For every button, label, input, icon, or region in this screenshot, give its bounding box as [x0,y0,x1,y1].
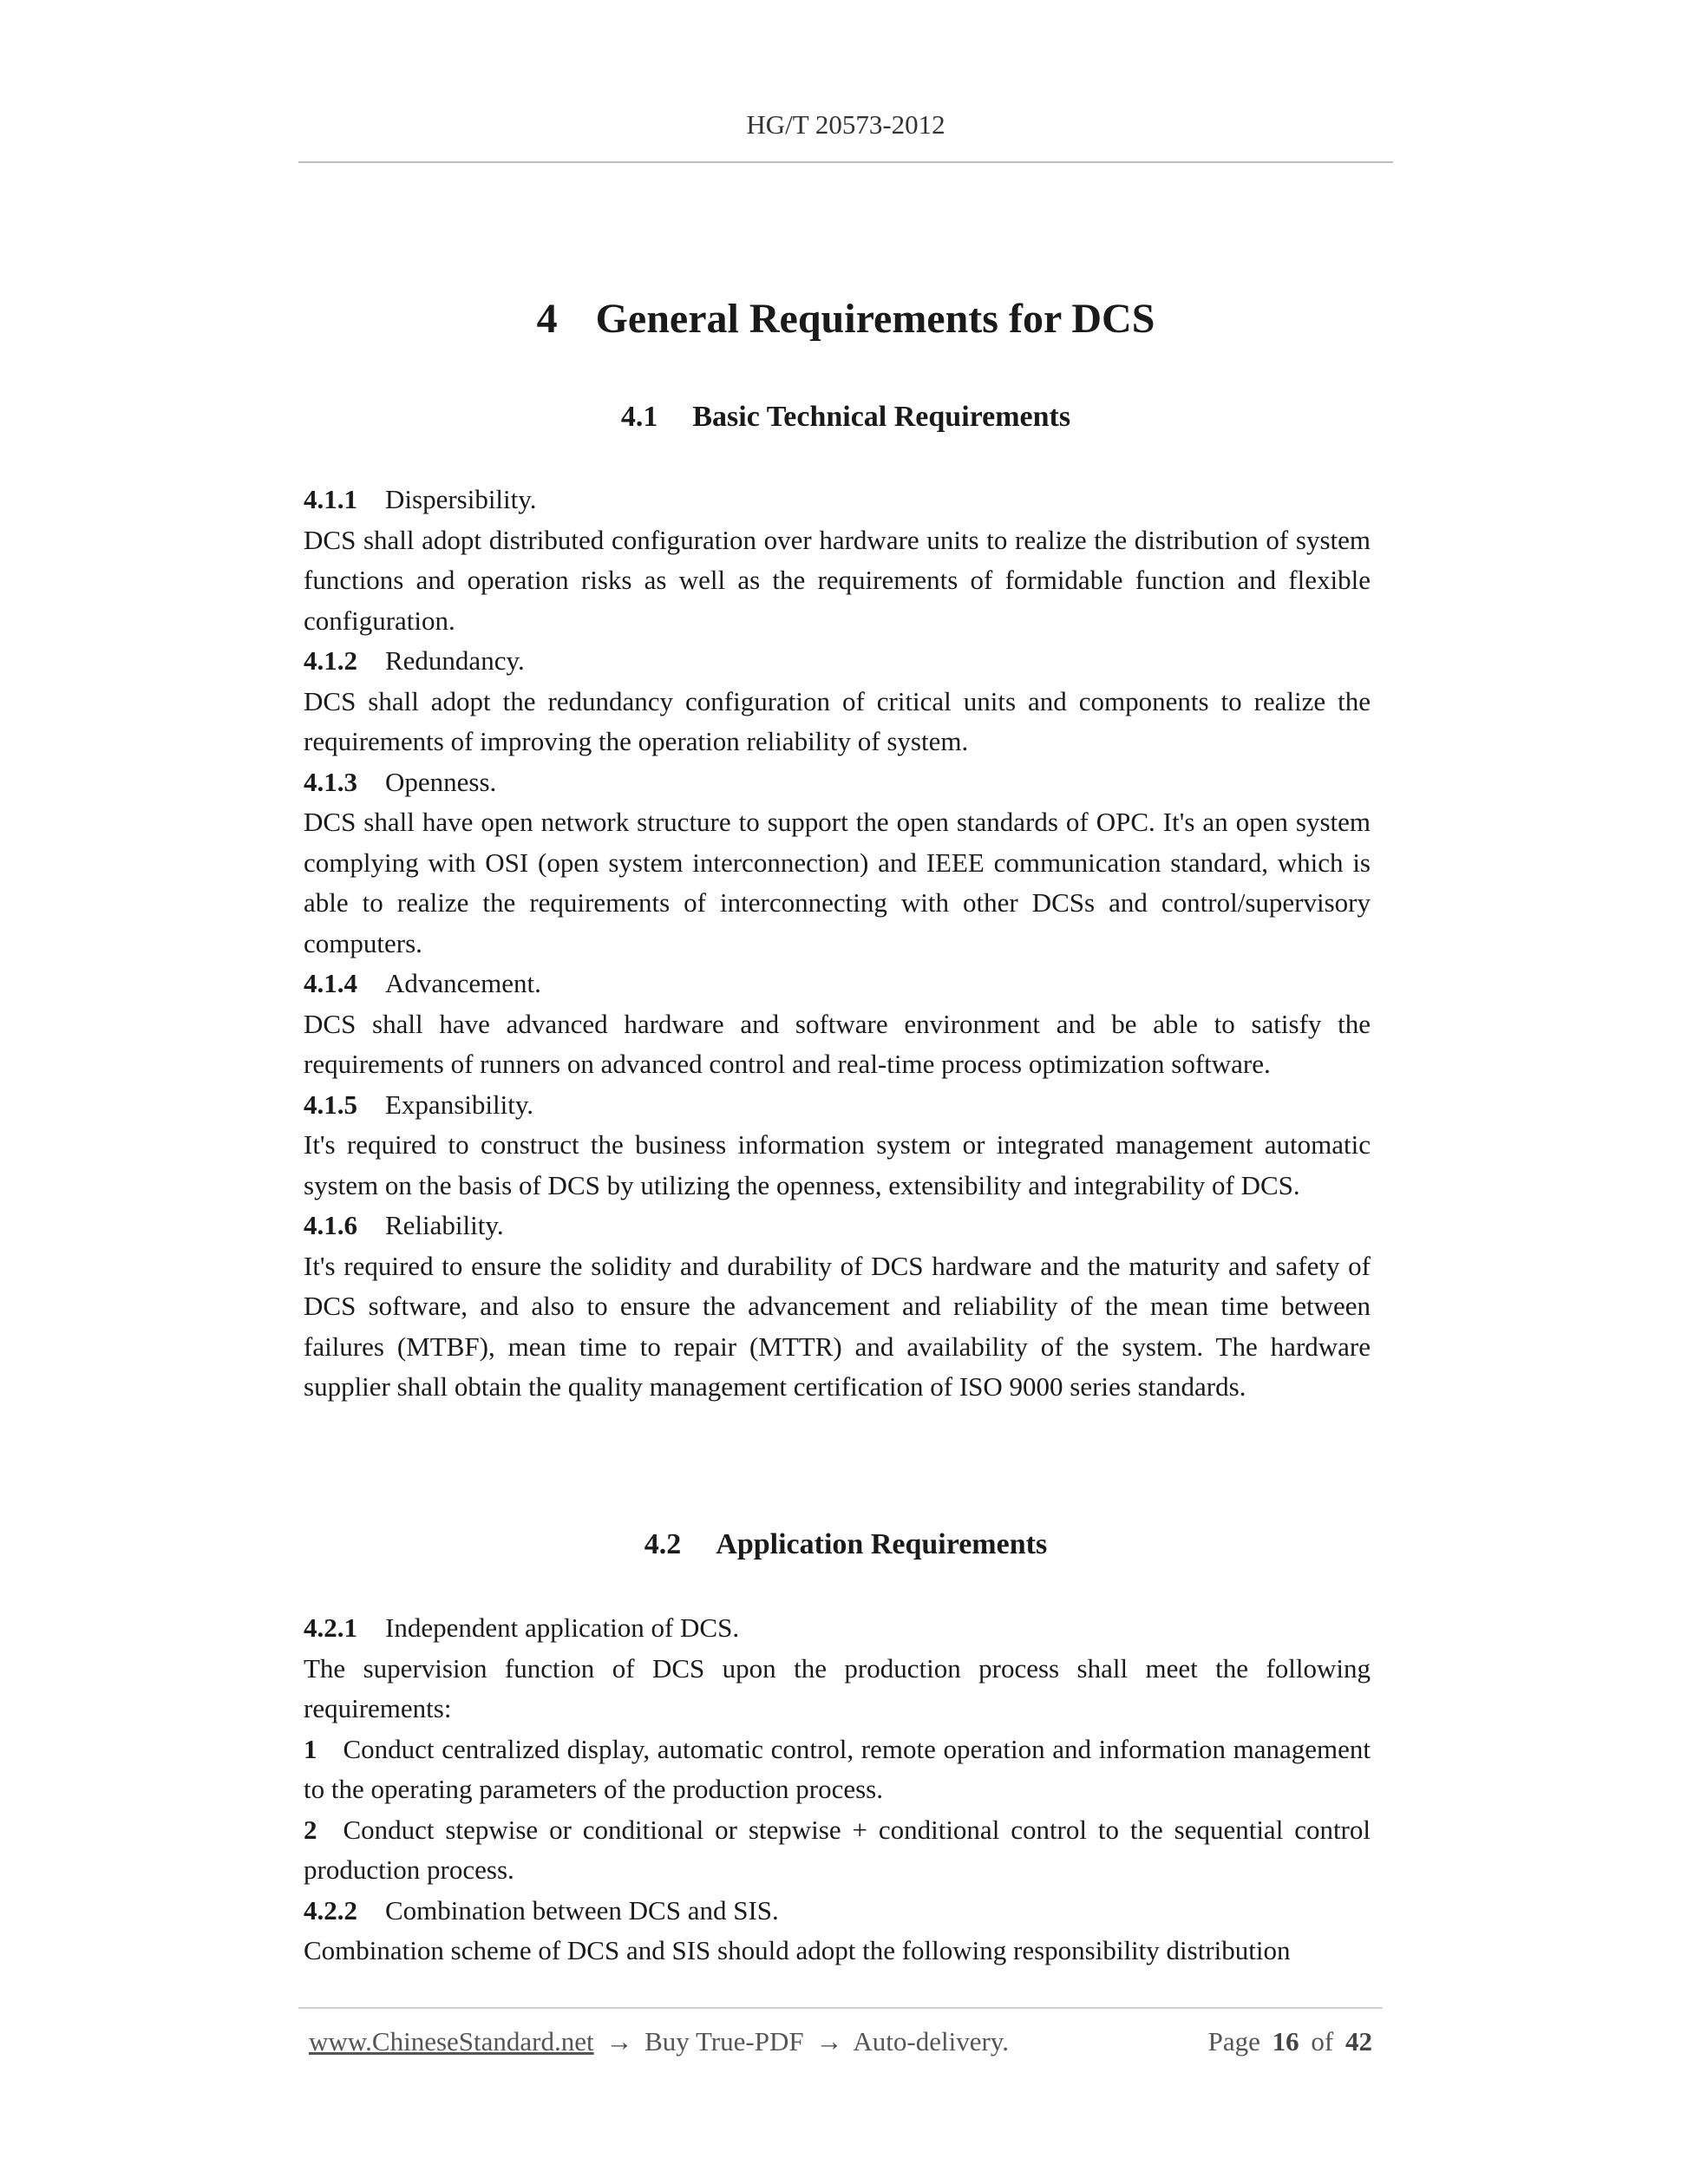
list-item-number: 1 [304,1733,317,1764]
section-4-2-body [304,1608,1371,1971]
site-link[interactable]: www.ChineseStandard.net [309,2026,594,2056]
clause-title: Combination between DCS and SIS. [385,1894,779,1926]
clause-text: Combination scheme of DCS and SIS should adopt the following responsibility distribution [304,1935,1291,1965]
arrow-right-icon: → [815,2026,843,2056]
clause-title: Advancement. [385,968,541,998]
section-number: 4.1 [620,401,658,433]
section-heading-4-2 [298,1528,1393,1561]
footer-divider [298,2007,1383,2009]
auto-delivery-text: Auto-delivery. [853,2026,1010,2056]
clause-heading [304,1085,1371,1126]
chapter-title-text: General Requirements for DCS [595,296,1155,342]
clause-number: 4.1.1 [304,484,357,514]
header-divider [298,161,1393,163]
clause-title: Reliability. [385,1210,504,1240]
chapter-number: 4 [536,296,558,342]
running-header: HG/T 20573-2012 [746,109,945,140]
clause-heading [304,964,1371,1004]
clause-heading [304,1608,1371,1649]
list-item-number: 2 [304,1814,317,1845]
clause-text: DCS shall adopt distributed configuration over hardware units to realize the distribution of system functions and operation risks as well as the requirements of formidable function and flexible configuration. [304,524,1371,636]
clause-text: The supervision function of DCS upon the production process shall meet the following requirements: [304,1652,1371,1723]
clause-text: DCS shall adopt the redundancy configuration of critical units and components to realize the requirements of improving the operation reliability of system. [304,685,1371,756]
clause-title: Dispersibility. [385,484,537,514]
list-item-text: Conduct centralized display, automatic control, remote operation and information management to the operating parameters of the production process. [304,1733,1371,1804]
buy-true-pdf-text: Buy True-PDF [644,2026,804,2056]
current-page: 16 [1272,2026,1299,2056]
section-title: Application Requirements [716,1528,1048,1560]
clause-text: DCS shall have advanced hardware and software environment and be able to satisfy the requirements of runners on advanced control and real-time process optimization software. [304,1008,1371,1079]
clause-title: Openness. [385,766,497,797]
list-item-text: Conduct stepwise or conditional or stepwise + conditional control to the sequential control production process. [304,1814,1371,1885]
of-label: of [1311,2026,1334,2056]
clause-heading [304,480,1371,520]
clause-heading [304,1206,1371,1246]
list-item [304,1810,1371,1891]
clause-number: 4.1.5 [304,1089,357,1120]
list-item [304,1730,1371,1810]
clause-text: It's required to construct the business information system or integrated management automatic system on the basis of DCS by utilizing the openness, extensibility and integrability of DCS. [304,1129,1371,1200]
clause-text: DCS shall have open network structure to support the open standards of OPC. It's an open system complying with OSI (open system interconnection) and IEEE communication standard, which is able to realize the requirements of interconnecting with other DCSs and control/supervisory computers. [304,807,1371,958]
page-footer [309,2026,1377,2066]
section-title: Basic Technical Requirements [692,401,1071,433]
clause-text: It's required to ensure the solidity and durability of DCS hardware and the maturity and safety of DCS software, and also to ensure the advancement and reliability of the mean time between failures (MTBF), mean time to repair (MTTR) and availability of the system. The hardware supplier shall obtain the quality management certification of ISO 9000 series standards. [304,1250,1371,1402]
clause-heading [304,641,1371,682]
page-label: Page [1207,2026,1260,2056]
clause-heading [304,762,1371,803]
clause-title: Expansibility. [385,1089,534,1120]
clause-number: 4.1.6 [304,1210,357,1240]
clause-heading [304,1891,1371,1932]
arrow-right-icon: → [605,2026,633,2056]
clause-number: 4.1.4 [304,968,357,998]
section-4-1-body [304,480,1371,1408]
chapter-title [298,295,1393,343]
clause-title: Redundancy. [385,645,525,676]
clause-number: 4.2.1 [304,1612,357,1643]
footer-promo [309,2026,1009,2057]
total-pages: 42 [1345,2026,1372,2056]
page-number [1208,2026,1377,2057]
clause-title: Independent application of DCS. [385,1612,740,1643]
clause-number: 4.2.2 [304,1894,357,1926]
section-number: 4.2 [644,1528,682,1560]
clause-number: 4.1.2 [304,645,357,676]
section-heading-4-1 [298,401,1393,434]
clause-number: 4.1.3 [304,766,357,797]
